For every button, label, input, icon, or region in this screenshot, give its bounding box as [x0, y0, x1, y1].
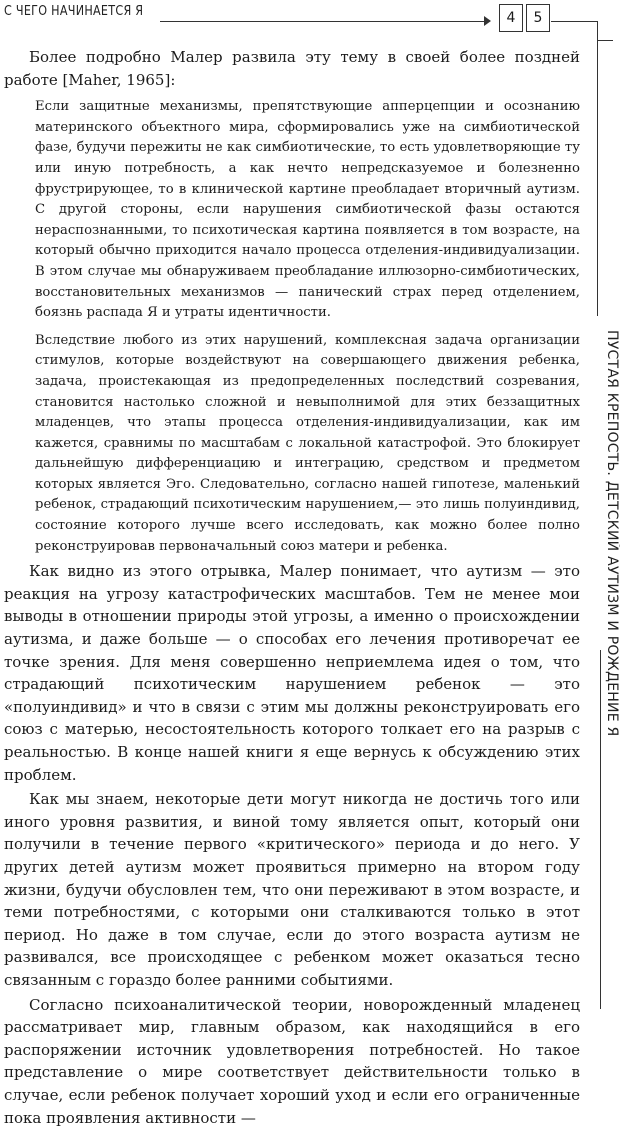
- header-rule-right: [551, 21, 597, 22]
- paragraph-intro: Более подробно Малер развила эту тему в своей более поздней работе [Maher, 1965]:: [4, 48, 580, 89]
- page-number-digit-2: 5: [526, 4, 550, 32]
- header-arrow-icon: [484, 16, 491, 26]
- paragraph-3: Как мы знаем, некоторые дети могут никогда не достичь того или иного уровня развития, и виной тому является опыт, который они получили в течение первого «критического» периода и до него. У других детей аутизм может проявиться примерно на втором году жизни, будучи обусловлен тем, что они переживают в этом возрасте, и теми потребностями, с которыми они сталкиваются только в этот период. Но даже в том случае, если до этого возраста аутизм не развивался, все происходящее с ребенком может оказаться тесно связанным с гораздо более ранними событиями.: [4, 790, 580, 989]
- quote-paragraph-2: Вследствие любого из этих нарушений, комплексная задача организации стимулов, которые воздействуют на совершающего движения ребенка, задача, проистекающая из предопределенных последствий созревания, становится настолько сложной и невыполнимой для этих беззащитных младенцев, что этапы процесса отделения-индивидуализации, как им кажется, сравнимы по масштабам с локальной катастрофой. Это блокирует дальнейшую дифференциацию и интеграцию, средством и предметом которых является Эго. Следовательно, согласно нашей гипотезе, маленький ребенок, страдающий психотическим нарушением,— это лишь полуиндивид, состояние которого лучше всего исследовать, как можно более полно реконструировав первоначальный союз матери и ребенка.: [35, 332, 580, 554]
- margin-vertical-rule-top: [597, 21, 598, 316]
- side-book-title: ПУСТАЯ КРЕПОСТЬ. ДЕТСКИЙ АУТИЗМ И РОЖДЕНИЕ Я: [604, 330, 620, 737]
- margin-tick: [597, 40, 613, 41]
- page-number-digit-1: 4: [499, 4, 523, 32]
- header-rule: [160, 21, 488, 22]
- paragraph-2: Как видно из этого отрывка, Малер понимает, что аутизм — это реакция на угрозу катастрофических масштабов. Тем не менее мои выводы в отношении природы этой угрозы, а именно о происхождении аутизма, и даже больше — о способах его лечения противоречат ее точке зрения. Для меня совершенно неприемлема идея о том, что страдающий психотическим нарушением ребенок — это «полуиндивид» и что в связи с этим мы должны реконструировать его союз с матерью, несостоятельность которого толкает его на разрыв с реальностью. В конце нашей книги я еще вернусь к обсуждению этих проблем.: [4, 562, 580, 784]
- running-head: С ЧЕГО НАЧИНАЕТСЯ Я: [4, 3, 144, 19]
- paragraph-4: Согласно психоаналитической теории, новорожденный младенец рассматривает мир, главным образом, как находящийся в его распоряжении источник удовлетворения потребностей. Но такое представление о мире соответствует действительности только в случае, если ребенок получает хороший уход и если его ограниченные пока проявления активности —: [4, 995, 580, 1127]
- block-quote: [35, 97, 580, 557]
- body-text: [4, 42, 580, 1129]
- quote-paragraph-1: Если защитные механизмы, препятствующие апперцепции и осознанию материнского объектного мира, сформировались уже на симбиотической фазе, будучи пережиты не как симбиотические, то есть удовлетворяющие ту или иную потребность, а как нечто непредсказуемое и болезненно фрустрирующее, то в клинической картине преобладает вторичный аутизм. С другой стороны, если нарушения симбиотической фазы остаются нераспознанными, то психотическая картина появляется в том возрасте, на который обычно приходится начало процесса отделения-индивидуализации. В этом случае мы обнаруживаем преобладание иллюзорно-симбиотических, восстановительных механизмов — панический страх перед отделением, боязнь распада Я и утраты идентичности.: [35, 99, 580, 321]
- margin-vertical-rule-bottom: [600, 650, 601, 1009]
